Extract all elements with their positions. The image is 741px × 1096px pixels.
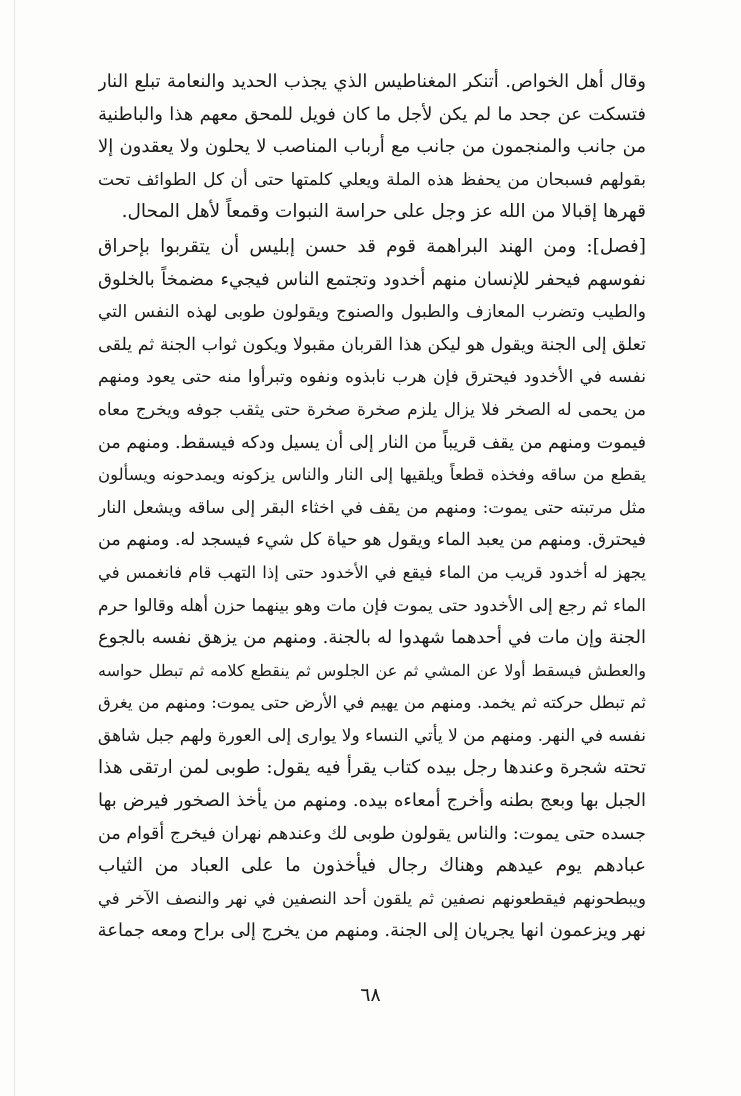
text-line: [فصل]: ومن الهند البراهمة قوم قد حسن إبليس أن يتقربوا بإحراق [98,235,646,257]
text-line: الجبل بها وبعج بطنه وأخرج أمعاءه بيده. ومنهم من يأخذ الصخور فيرض بها [98,790,646,812]
page-body-text [98,66,646,948]
text-line: يقطع من ساقه وفخذه قطعاً ويلقيها إلى النار والناس يزكونه ويمدحونه ويسألون [98,465,646,485]
text-line: والعطش فيسقط أولا عن المشي ثم عن الجلوس ثم ينقطع كلامه ثم تبطل حواسه [98,660,646,680]
page-number: ٦٨ [360,984,381,1006]
text-line: فيحترق. ومنهم من يعبد الماء ويقول هو حياة كل شيء فيسجد له. ومنهم من [98,530,646,551]
text-line: نفوسهم فيحفر للإنسان منهم أخدود وتجتمع الناس فيجيء مضمخاً بالخلوق [98,268,646,290]
text-line: نهر ويزعمون انها يجريان إلى الجنة. ومنهم من يخرج إلى براح ومعه جماعة [98,920,646,942]
text-line: ويبطحونهم فيقطعونهم نصفين ثم يلقون أحد النصفين في نهر والنصف الآخر في [98,888,646,908]
text-line: جسده حتى يموت: والناس يقولون طوبى لك وعندهم نهران فيخرج أقوام من [98,823,646,844]
text-line: تحته شجرة وعندها رجل بيده كتاب يقرأ فيه يقول: طوبى لمن ارتقى هذا [98,757,646,779]
text-line: نفسه في النهر. ومنهم من لا يأتي النساء ولا يوارى إلى العورة ولهم جبل شاهق [98,725,646,746]
text-line: نفسه في الأخدود فيحترق فإن هرب نابذوه ونفوه وتبرأوا منه حتى يعود ومنهم [98,367,646,388]
text-line: من يحمى له الصخر فلا يزال يلزم صخرة صخرة حتى يثقب جوفه ويخرج معاه [98,399,646,420]
text-line: ثم تبطل حركته ثم يخمد. ومنهم من يهيم في الأرض حتى يموت: ومنهم من يغرق [98,693,646,713]
text-line: فيموت ومنهم من يقف قريباً من النار إلى أن يسيل ودكه فيسقط. ومنهم من [98,432,646,453]
text-line: قهرها إقبالا من الله عز وجل على حراسة النبوات وقمعاً لأهل المحال. [121,201,646,223]
text-line: والطيب وتضرب المعازف والطبول والصنوج ويقولون طوبى لهذه النفس التي [98,302,646,323]
paragraph-1 [98,66,646,229]
text-line: مثل مرتبته حتى يموت: ومنهم من يقف في اخثاء البقر إلى ساقه ويشعل النار [98,497,646,518]
text-line: يجهز له أخدود قريب من الماء فيقع في الأخدود حتى إذا التهب قام فانغمس في [98,562,646,582]
text-line: فتسكت عن جحد ما لم يكن لأجل ما كان فويل للمحق معهم هذا والباطنية [98,103,646,125]
text-line: عبادهم يوم عيدهم وهناك رجال فيأخذون ما على العباد من الثياب [98,855,646,877]
text-line: الجنة وإن مات في أحدهما شهدوا له بالجنة. ومنهم من يزهق نفسه بالجوع [98,627,646,649]
text-line: بقولهم فسبحان من يحفظ هذه الملة ويعلي كلمتها حتى أن كل الطوائف تحت [98,169,646,190]
paragraph-2 [98,231,646,948]
text-line: الماء ثم رجع إلى الأخدود حتى يموت فإن مات وهو بينهما حزن أهله وقالوا حرم [98,595,646,616]
text-line: من جانب والمنجمون من جانب مع أرباب المناصب لا يحلون ولا يعقدون إلا [98,136,646,158]
text-line: وقال أهل الخواص. أتنكر المغناطيس الذي يجذب الحديد والنعامة تبلع النار [98,71,646,92]
scan-edge-shadow [14,0,15,1096]
text-line: تعلق إلى الجنة ويقول هو ليكن هذا القربان مقبولا ويكون ثواب الجنة ثم يلقى [98,334,646,355]
